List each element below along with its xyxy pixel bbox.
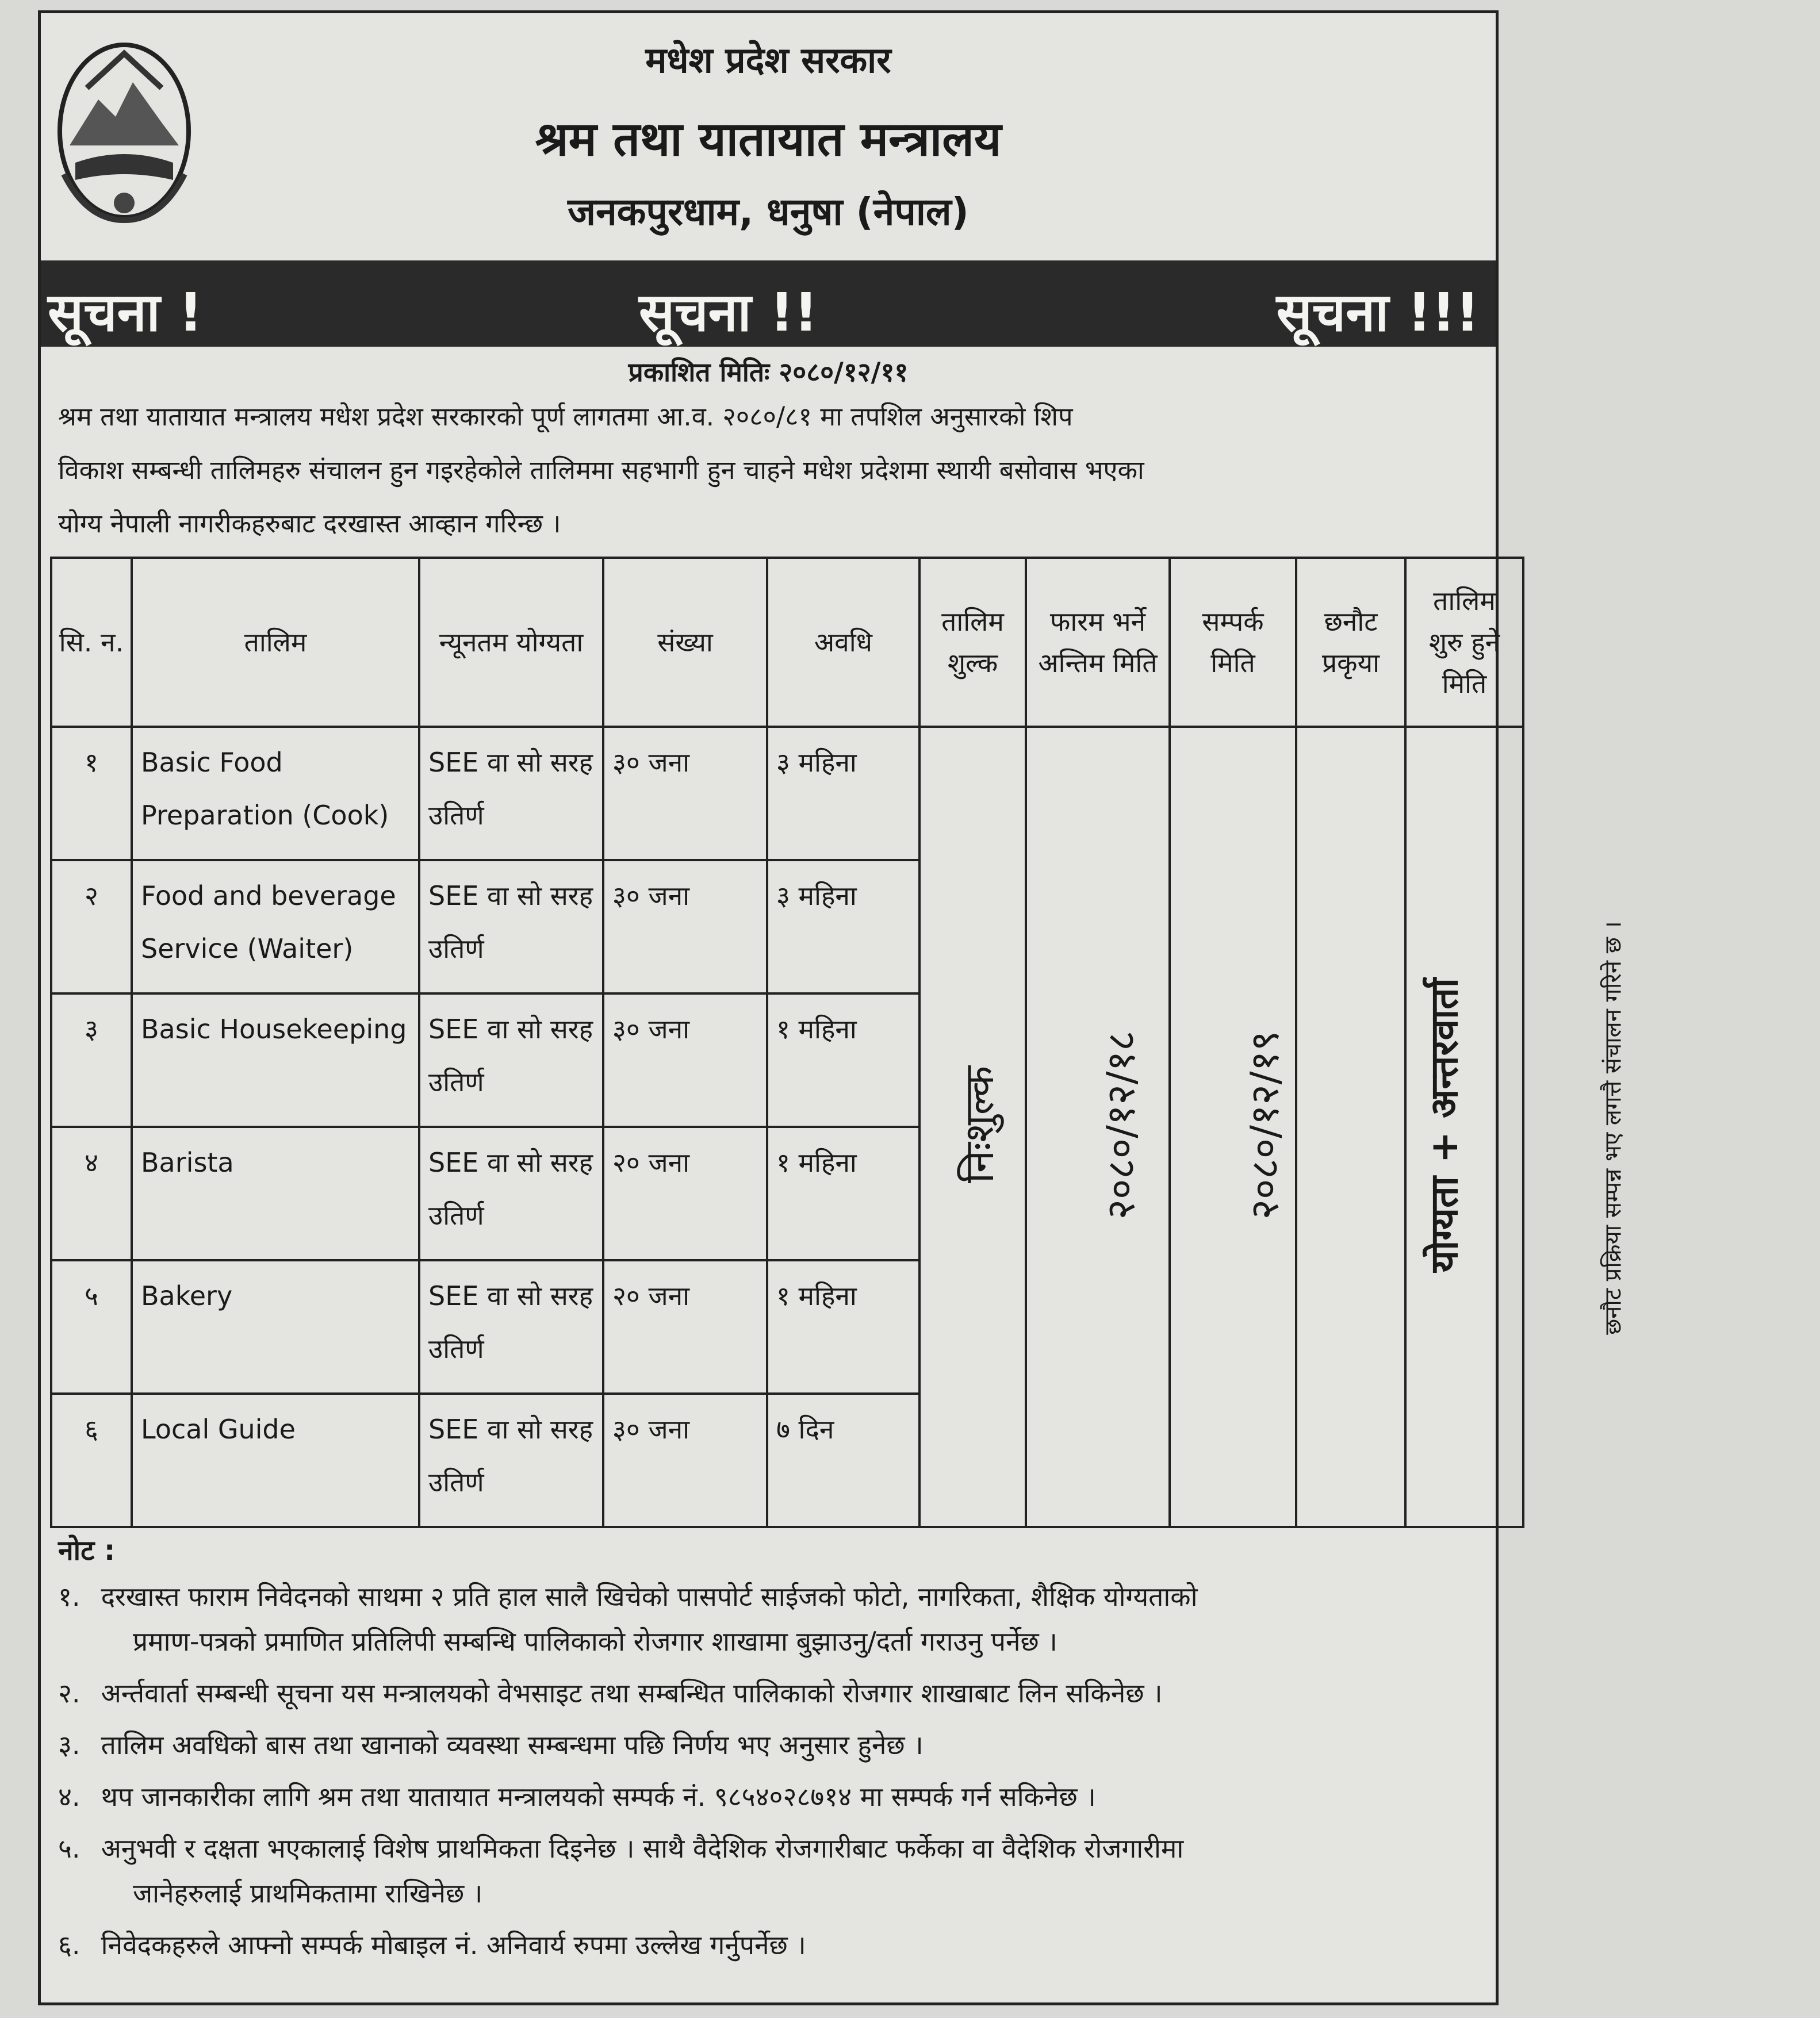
header-duration: अवधि [767,558,919,727]
notes-title: नोट : [58,1534,116,1567]
ministry-name: श्रम तथा यातायात मन्त्रालय [535,112,1002,167]
note-text: अर्न्तवार्ता सम्बन्धी सूचना यस मन्त्रालयको वेभसाइट तथा सम्बन्धित पालिकाको रोजगार शाखाबाट लिन सकिनेछ । [101,1678,1163,1709]
header-start-date: तालिम शुरु हुने मिति [1405,558,1523,727]
header-deadline: फारम भर्ने अन्तिम मिति [1026,558,1170,727]
header-count: संख्या [603,558,767,727]
fee-value: निःशुल्क [956,1065,1003,1184]
note-text: थप जानकारीका लागि श्रम तथा यातायात मन्त्रालयको सम्पर्क नं. ९८५४०२८७१४ मा सम्पर्क गर्न सकिनेछ । [101,1781,1096,1812]
note-number: ३. [58,1729,81,1760]
cell-training: Basic Food Preparation (Cook) [132,727,419,860]
intro-paragraph [58,390,1484,550]
note-item [58,1671,1496,1716]
cell-count: २० जना [603,1127,767,1260]
header-contact-date: सम्पर्क मिति [1170,558,1296,727]
note-text: दरखास्त फाराम निवेदनको साथमा २ प्रति हाल सालै खिचेको पासपोर्ट साईजको फोटो, नागरिकता, शैक्षिक योग्यताको [101,1581,1198,1612]
note-item [58,1826,1496,1916]
header-qualification: न्यूनतम योग्यता [419,558,603,727]
note-text: अनुभवी र दक्षता भएकालाई विशेष प्राथमिकता दिइनेछ । साथै वैदेशिक रोजगारीबाट फर्केका वा वैदेशिक रोजगारीमा [101,1833,1184,1864]
note-item [58,1774,1496,1819]
cell-qualification: SEE वा सो सरह उतिर्ण [419,1127,603,1260]
cell-selection-merged [1296,727,1467,1527]
cell-training: Food and beverage Service (Waiter) [132,860,419,993]
office-address: जनकपुरधाम, धनुषा (नेपाल) [568,190,969,234]
cell-count: ३० जना [603,993,767,1127]
cell-sn: १ [51,727,132,860]
notice-banner [41,260,1496,347]
cell-sn: ५ [51,1260,132,1394]
cell-training: Barista [132,1127,419,1260]
notes-section [58,1531,1496,1967]
intro-line: विकाश सम्बन्धी तालिमहरु संचालन हुन गइरहेकोले तालिममा सहभागी हुन चाहने मधेश प्रदेशमा स्थायी बसोवास भएका [58,455,1144,485]
cell-qualification: SEE वा सो सरह उतिर्ण [419,1394,603,1527]
cell-qualification: SEE वा सो सरह उतिर्ण [419,727,603,860]
start-date-value: छनौट प्रक्रिया सम्पन्न भए लगत्तै संचालन गरिने छ । [1600,920,1627,1335]
cell-duration: १ महिना [767,1127,919,1260]
cell-duration: ३ महिना [767,727,919,860]
cell-sn: २ [51,860,132,993]
banner-notice-left: सूचना ! [48,282,203,343]
header-sn: सि. न. [51,558,132,727]
note-number: ५. [58,1833,81,1864]
cell-training: Basic Housekeeping [132,993,419,1127]
notice-sheet [38,10,1627,2005]
government-name: मधेश प्रदेश सरकार [645,39,891,81]
training-table [50,557,1627,1528]
note-text: तालिम अवधिको बास तथा खानाको व्यवस्था सम्बन्धमा पछि निर्णय भए अनुसार हुनेछ । [101,1729,924,1760]
cell-count: ३० जना [603,860,767,993]
note-text: निवेदकहरुले आफ्नो सम्पर्क मोबाइल नं. अनिवार्य रुपमा उल्लेख गर्नुपर्नेछ । [101,1929,806,1961]
note-number: ४. [58,1781,81,1812]
banner-notice-center: सूचना !! [639,282,818,343]
cell-fee-merged [919,727,1026,1527]
intro-line: श्रम तथा यातायात मन्त्रालय मधेश प्रदेश सरकारको पूर्ण लागतमा आ.व. २०८०/८१ मा तपशिल अनुसारको शिप [58,401,1073,432]
note-number: २. [58,1678,81,1709]
cell-duration: १ महिना [767,993,919,1127]
cell-sn: ६ [51,1394,132,1527]
cell-count: ३० जना [603,727,767,860]
note-number: ६. [58,1929,81,1961]
cell-qualification: SEE वा सो सरह उतिर्ण [419,860,603,993]
cell-count: २० जना [603,1260,767,1394]
note-text-continued: जानेहरुलाई प्राथमिकतामा राखिनेछ । [133,1878,483,1909]
deadline-value: २०८०/१२/१८ [1098,1030,1144,1220]
cell-sn: ४ [51,1127,132,1260]
contact-date-value: २०८०/१२/१९ [1242,1030,1288,1220]
header-training: तालिम [132,558,419,727]
header [41,13,1496,258]
cell-training: Local Guide [132,1394,419,1527]
table-header-row [51,558,1523,727]
banner-notice-right: सूचना !!! [1276,282,1480,343]
header-selection: छनौट प्रकृया [1296,558,1405,727]
note-item [58,1923,1496,1967]
cell-qualification: SEE वा सो सरह उतिर्ण [419,993,603,1127]
cell-duration: ७ दिन [767,1394,919,1527]
selection-value: योग्यता + अन्तरवार्ता [1422,977,1467,1273]
table-row [51,727,1523,860]
cell-deadline-merged [1026,727,1170,1527]
cell-duration: १ महिना [767,1260,919,1394]
cell-contact-date-merged [1170,727,1296,1527]
note-item [58,1722,1496,1767]
cell-training: Bakery [132,1260,419,1394]
cell-duration: ३ महिना [767,860,919,993]
note-number: १. [58,1581,81,1612]
cell-qualification: SEE वा सो सरह उतिर्ण [419,1260,603,1394]
header-fee: तालिम शुल्क [919,558,1026,727]
cell-count: ३० जना [603,1394,767,1527]
note-text-continued: प्रमाण-पत्रको प्रमाणित प्रतिलिपी सम्बन्धि पालिकाको रोजगार शाखामा बुझाउनु/दर्ता गराउनु पर्नेछ । [133,1626,1057,1657]
intro-line: योग्य नेपाली नागरीकहरुबाट दरखास्त आव्हान गरिन्छ । [58,508,561,539]
published-date: प्रकाशित मितिः २०८०/१२/११ [628,356,909,388]
note-item [58,1574,1496,1664]
cell-sn: ३ [51,993,132,1127]
